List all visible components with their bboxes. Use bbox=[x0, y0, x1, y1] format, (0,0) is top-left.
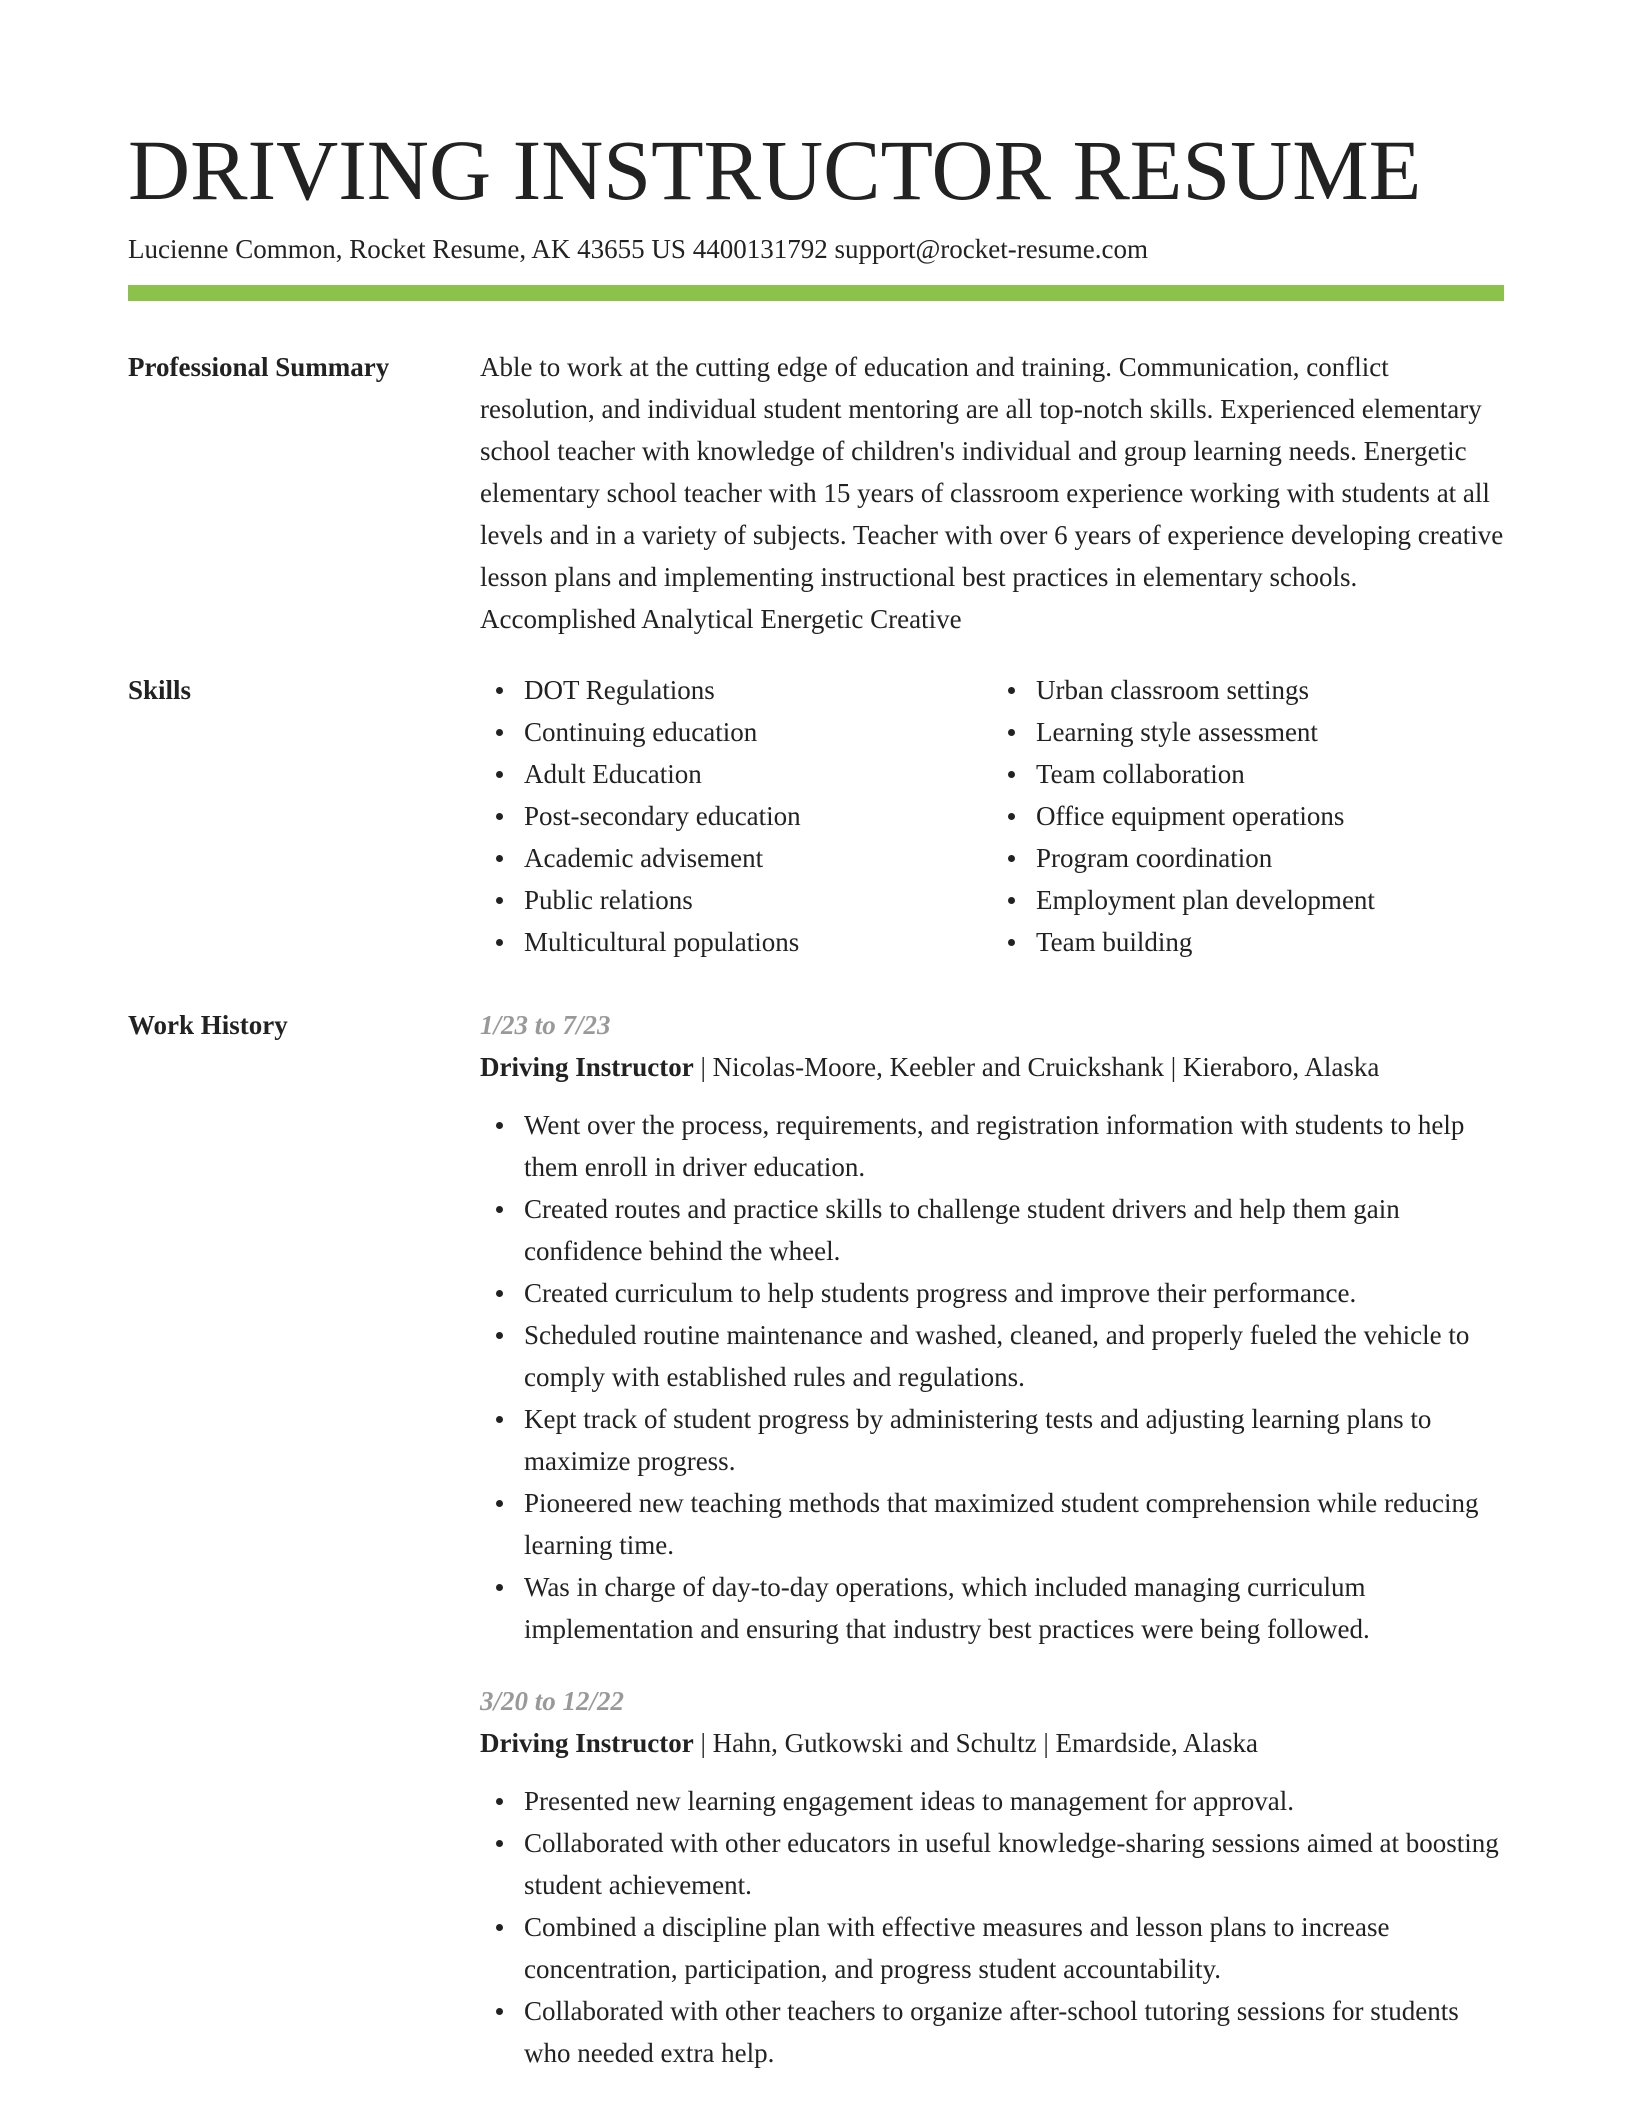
job-duty: Collaborated with other educators in useful knowledge-sharing sessions aimed at boosting student achievement. bbox=[524, 1822, 1504, 1906]
summary-label: Professional Summary bbox=[128, 352, 390, 382]
job-duty: Was in charge of day-to-day operations, which included managing curriculum implementation and ensuring that industry best practices were being followed. bbox=[524, 1566, 1504, 1650]
work-history-body bbox=[480, 1004, 1504, 2074]
job-duty: Kept track of student progress by administering tests and adjusting learning plans to maximize progress. bbox=[524, 1398, 1504, 1482]
job-duties-list bbox=[480, 1780, 1504, 2074]
skill-item: Team building bbox=[1036, 921, 1504, 963]
job-entry bbox=[480, 1004, 1504, 1650]
job-dates: 3/20 to 12/22 bbox=[480, 1686, 625, 1716]
job-duty: Presented new learning engagement ideas to management for approval. bbox=[524, 1780, 1504, 1822]
skill-item: Academic advisement bbox=[524, 837, 992, 879]
skill-item: Multicultural populations bbox=[524, 921, 992, 963]
skill-item: Post-secondary education bbox=[524, 795, 992, 837]
job-duty: Combined a discipline plan with effective measures and lesson plans to increase concentration, participation, and progress student accountability. bbox=[524, 1906, 1504, 1990]
skills-label: Skills bbox=[128, 675, 192, 705]
skill-item: Office equipment operations bbox=[1036, 795, 1504, 837]
skill-item: Team collaboration bbox=[1036, 753, 1504, 795]
skills-list-right bbox=[992, 669, 1504, 963]
job-duty: Went over the process, requirements, and registration information with students to help them enroll in driver education. bbox=[524, 1104, 1504, 1188]
job-duty: Collaborated with other teachers to organize after-school tutoring sessions for students who needed extra help. bbox=[524, 1990, 1504, 2074]
job-details: | Nicolas-Moore, Keebler and Cruickshank | Kieraboro, Alaska bbox=[693, 1052, 1380, 1082]
job-duty: Scheduled routine maintenance and washed, cleaned, and properly fueled the vehicle to comply with established rules and regulations. bbox=[524, 1314, 1504, 1398]
job-title: Driving Instructor bbox=[480, 1052, 694, 1082]
header-divider bbox=[128, 285, 1504, 301]
skills-list-left bbox=[480, 669, 992, 963]
skill-item: Urban classroom settings bbox=[1036, 669, 1504, 711]
skill-item: Program coordination bbox=[1036, 837, 1504, 879]
skill-item: Adult Education bbox=[524, 753, 992, 795]
job-dates: 1/23 to 7/23 bbox=[480, 1010, 611, 1040]
job-title: Driving Instructor bbox=[480, 1728, 694, 1758]
job-duties-list bbox=[480, 1104, 1504, 1650]
skills-columns bbox=[480, 669, 1504, 963]
work-history-label: Work History bbox=[128, 1010, 288, 1040]
job-title-line bbox=[480, 1046, 1504, 1088]
skill-item: Employment plan development bbox=[1036, 879, 1504, 921]
skills-body bbox=[480, 669, 1504, 963]
summary-body bbox=[480, 346, 1504, 640]
contact-line: Lucienne Common, Rocket Resume, AK 43655 US 4400131792 support@rocket-resume.com bbox=[128, 234, 1148, 264]
skill-item: Public relations bbox=[524, 879, 992, 921]
job-entry bbox=[480, 1680, 1504, 2074]
resume-title: DRIVING INSTRUCTOR RESUME bbox=[128, 122, 1422, 218]
skill-item: Continuing education bbox=[524, 711, 992, 753]
skill-item: DOT Regulations bbox=[524, 669, 992, 711]
summary-text: Able to work at the cutting edge of education and training. Communication, conflict resolution, and individual student mentoring are all top-notch skills. Experienced elementary school teacher with knowledge of children's individual and group learning needs. Energetic elementary school teacher with 15 years of classroom experience working with students at all levels and in a variety of subjects. Teacher with over 6 years of experience developing creative lesson plans and implementing instructional best practices in elementary schools. Accomplished Analytical Energetic Creative bbox=[480, 352, 1504, 634]
skill-item: Learning style assessment bbox=[1036, 711, 1504, 753]
job-duty: Pioneered new teaching methods that maximized student comprehension while reducing learning time. bbox=[524, 1482, 1504, 1566]
job-details: | Hahn, Gutkowski and Schultz | Emardside, Alaska bbox=[693, 1728, 1258, 1758]
job-duty: Created curriculum to help students progress and improve their performance. bbox=[524, 1272, 1504, 1314]
job-duty: Created routes and practice skills to challenge student drivers and help them gain confidence behind the wheel. bbox=[524, 1188, 1504, 1272]
job-title-line bbox=[480, 1722, 1504, 1764]
